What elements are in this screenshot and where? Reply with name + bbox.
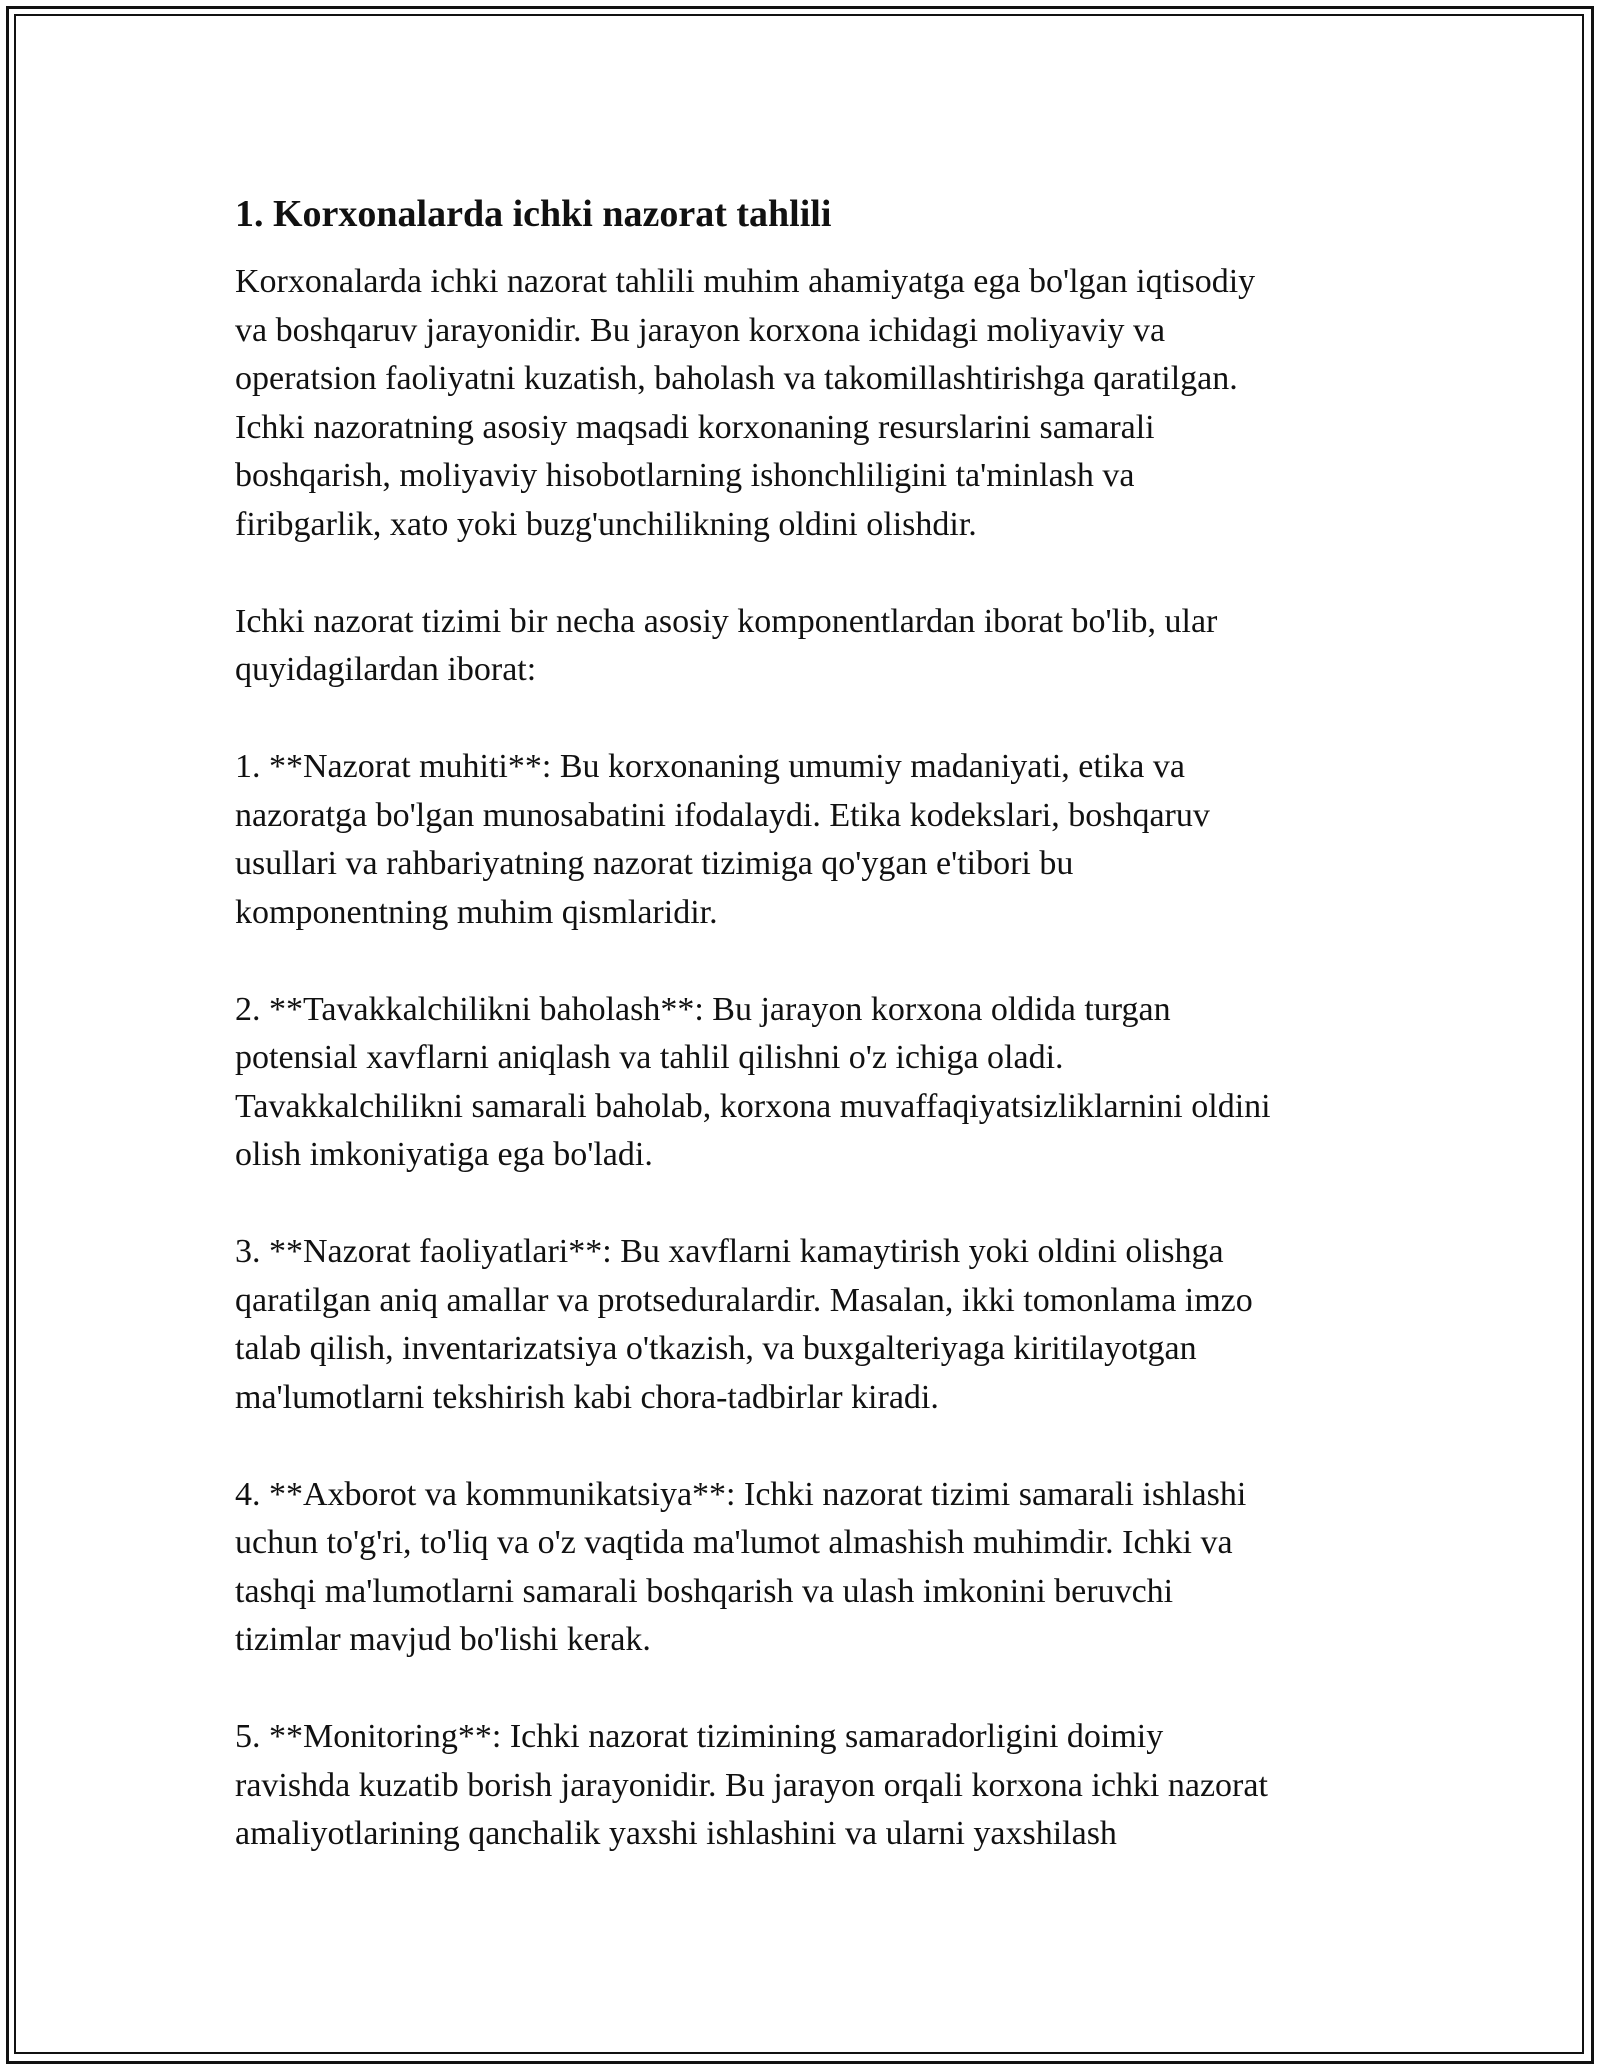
list-item-risk-assessment: 2. **Tavakkalchilikni baholash**: Bu jarayon korxona oldida turgan potensial xavflarni aniqlash va tahlil qilishni o'z ichiga oladi. Tavakkalchilikni samarali baholab, korxona muvaffaqiyatsizliklarnini oldini olish imkoniyatiga ega bo'ladi. xyxy=(235,990,1271,1173)
list-item-information-communication: 4. **Axborot va kommunikatsiya**: Ichki nazorat tizimi samarali ishlashi uchun to'g'ri, to'liq va o'z vaqtida ma'lumot almashish muhimdir. Ichki va tashqi ma'lumotlarni samarali boshqarish va ulash imkonini beruvchi tizimlar mavjud bo'lishi kerak. xyxy=(235,1475,1247,1658)
list-item-control-activities: 3. **Nazorat faoliyatlari**: Bu xavflarni kamaytirish yoki oldini olishga qaratilgan aniq amallar va protseduralardir. Masalan, ikki tomonlama imzo talab qilish, inventarizatsiya o'tkazish, va buxgalteriyaga kiritilayotgan ma'lumotlarni tekshirish kabi chora-tadbirlar kiradi. xyxy=(235,1233,1253,1416)
document-title: 1. Korxonalarda ichki nazorat tahlili xyxy=(235,193,832,235)
paragraph-intro: Korxonalarda ichki nazorat tahlili muhim ahamiyatga ega bo'lgan iqtisodiy va boshqaruv jarayonidir. Bu jarayon korxona ichidagi moliyaviy va operatsion faoliyatni kuzatish, baholash va takomillashtirishga qaratilgan. Ichki nazoratning asosiy maqsadi korxonaning resurslarini samarali boshqarish, moliyaviy hisobotlarning ishonchliligini ta'minlash va firibgarlik, xato yoki buzg'unchilikning oldini olishdir. xyxy=(235,263,1256,543)
paragraph-components-intro: Ichki nazorat tizimi bir necha asosiy komponentlardan iborat bo'lib, ular quyidagilardan iborat: xyxy=(235,602,1218,688)
list-item-control-environment: 1. **Nazorat muhiti**: Bu korxonaning umumiy madaniyati, etika va nazoratga bo'lgan munosabatini ifodalaydi. Etika kodekslari, boshqaruv usullari va rahbariyatning nazorat tizimiga qo'ygan e'tibori bu komponentning muhim qismlaridir. xyxy=(235,748,1210,931)
document-body xyxy=(235,188,1365,1859)
list-item-monitoring: 5. **Monitoring**: Ichki nazorat tizimining samaradorligini doimiy ravishda kuzatib borish jarayonidir. Bu jarayon orqali korxona ichki nazorat amaliyotlarining qanchalik yaxshi ishlashini va ularni yaxshilash xyxy=(235,1718,1268,1852)
